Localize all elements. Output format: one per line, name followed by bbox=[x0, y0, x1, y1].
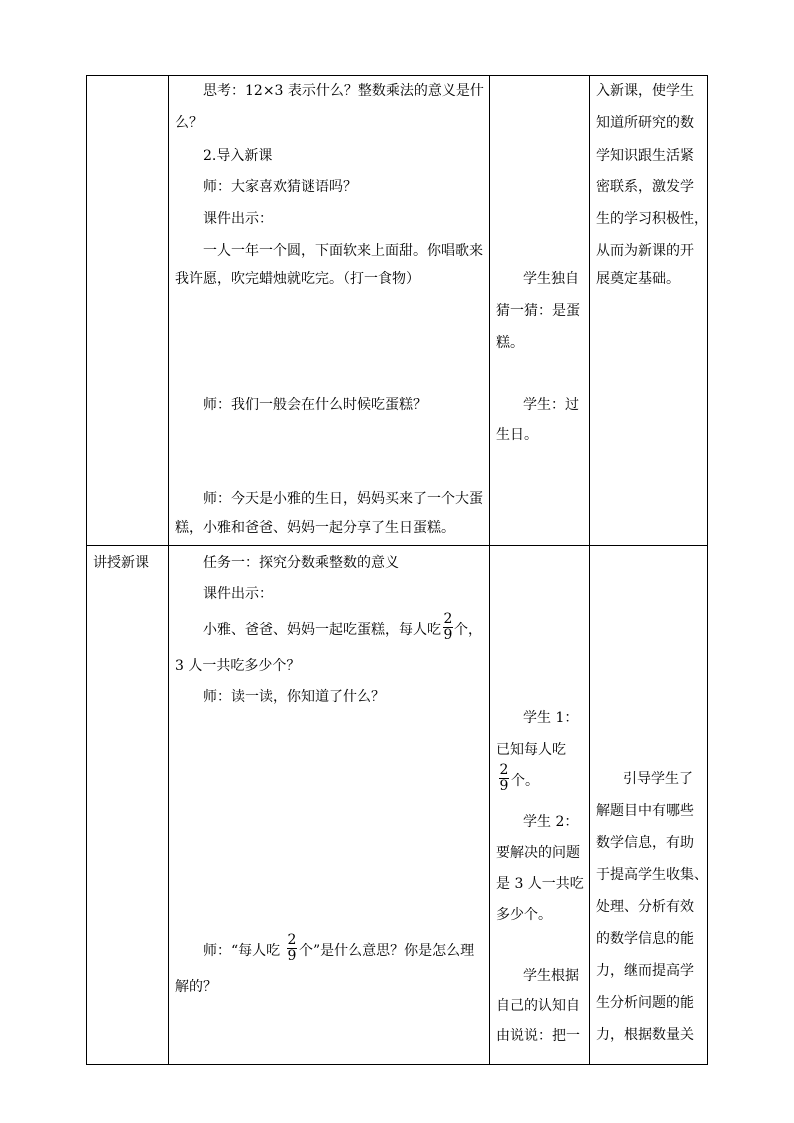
fraction-numerator: 2 bbox=[287, 932, 297, 948]
student-line: 糕。 bbox=[496, 335, 524, 351]
purpose-line: 生分析问题的能 bbox=[596, 995, 694, 1011]
student-line: 学生：过 bbox=[523, 397, 579, 413]
content-line: 思考：12×3 表示什么？整数乘法的意义是什 bbox=[203, 83, 484, 99]
column-divider-1 bbox=[168, 75, 169, 1065]
content-line: 2.导入新课 bbox=[203, 148, 273, 164]
purpose-line: 力，继而提高学 bbox=[596, 963, 694, 979]
purpose-line: 于提高学生收集、 bbox=[596, 867, 708, 883]
content-line: 课件出示： bbox=[203, 211, 273, 227]
fraction-numerator: 2 bbox=[443, 611, 453, 627]
content-line: 课件出示： bbox=[203, 586, 273, 602]
student-line: 生日。 bbox=[496, 427, 538, 443]
table-left-border bbox=[86, 75, 87, 1065]
purpose-line: 从而为新课的开 bbox=[596, 243, 694, 259]
purpose-line: 密联系，激发学 bbox=[596, 179, 694, 195]
student-line: 由说说：把一 bbox=[496, 1028, 580, 1044]
content-line: 师：“每人吃 bbox=[203, 943, 281, 959]
content-line: 一人一年一个圆，下面软来上面甜。你唱歌来 bbox=[203, 243, 483, 259]
student-line: 学生根据 bbox=[523, 968, 579, 984]
column-divider-2 bbox=[489, 75, 490, 1065]
fraction-two-ninths bbox=[442, 612, 454, 643]
purpose-line: 学知识跟生活紧 bbox=[596, 148, 694, 164]
content-line: 解的？ bbox=[175, 979, 217, 995]
content-line: 师：我们一般会在什么时候吃蛋糕？ bbox=[203, 397, 427, 413]
student-line: 自己的认知自 bbox=[496, 998, 580, 1014]
content-line: 师：大家喜欢猜谜语吗？ bbox=[203, 179, 357, 195]
content-line: 个”是什么意思？你是怎么理 bbox=[299, 943, 475, 959]
fraction-denominator: 9 bbox=[499, 778, 509, 794]
purpose-line: 知道所研究的数 bbox=[596, 115, 694, 131]
content-line: 任务一：探究分数乘整数的意义 bbox=[203, 555, 399, 571]
content-line: 么？ bbox=[175, 115, 203, 131]
content-line: 个， bbox=[454, 622, 482, 638]
student-line: 是 3 人一共吃 bbox=[496, 876, 584, 892]
student-line: 已知每人吃 bbox=[496, 742, 566, 758]
content-line: 师：今天是小雅的生日，妈妈买来了一个大蛋 bbox=[203, 491, 483, 507]
purpose-line: 数学信息，有助 bbox=[596, 835, 694, 851]
stage-label: 讲授新课 bbox=[93, 555, 149, 571]
purpose-line: 力，根据数量关 bbox=[596, 1027, 694, 1043]
column-divider-3 bbox=[589, 75, 590, 1065]
student-line: 学生 1： bbox=[523, 710, 579, 726]
purpose-line: 展奠定基础。 bbox=[596, 271, 680, 287]
purpose-line: 处理、分析有效 bbox=[596, 899, 694, 915]
purpose-line: 引导学生了 bbox=[623, 771, 693, 787]
student-line: 学生独自 bbox=[523, 271, 579, 287]
purpose-line: 生的学习积极性， bbox=[596, 211, 708, 227]
student-line: 学生 2： bbox=[523, 814, 579, 830]
fraction-two-ninths bbox=[498, 763, 510, 794]
purpose-line: 的数学信息的能 bbox=[596, 931, 694, 947]
student-line: 要解决的问题 bbox=[496, 845, 580, 861]
content-line: 小雅、爸爸、妈妈一起吃蛋糕，每人吃 bbox=[203, 622, 441, 638]
student-line: 猜一猜：是蛋 bbox=[496, 303, 580, 319]
row-divider bbox=[86, 545, 708, 546]
content-line: 3 人一共吃多少个？ bbox=[175, 658, 301, 674]
student-line: 个。 bbox=[511, 773, 539, 789]
student-line: 多少个。 bbox=[496, 907, 552, 923]
fraction-two-ninths bbox=[286, 933, 298, 964]
table-bottom-border bbox=[86, 1064, 708, 1065]
content-line: 师：读一读，你知道了什么？ bbox=[203, 689, 385, 705]
fraction-denominator: 9 bbox=[287, 948, 297, 964]
fraction-numerator: 2 bbox=[499, 762, 509, 778]
purpose-line: 入新课，使学生 bbox=[596, 83, 694, 99]
content-line: 糕，小雅和爸爸、妈妈一起分享了生日蛋糕。 bbox=[175, 520, 455, 536]
table-top-border bbox=[86, 75, 708, 76]
content-line: 我许愿，吹完蜡烛就吃完。（打一食物） bbox=[175, 271, 420, 287]
purpose-line: 解题目中有哪些 bbox=[596, 803, 694, 819]
fraction-denominator: 9 bbox=[443, 627, 453, 643]
